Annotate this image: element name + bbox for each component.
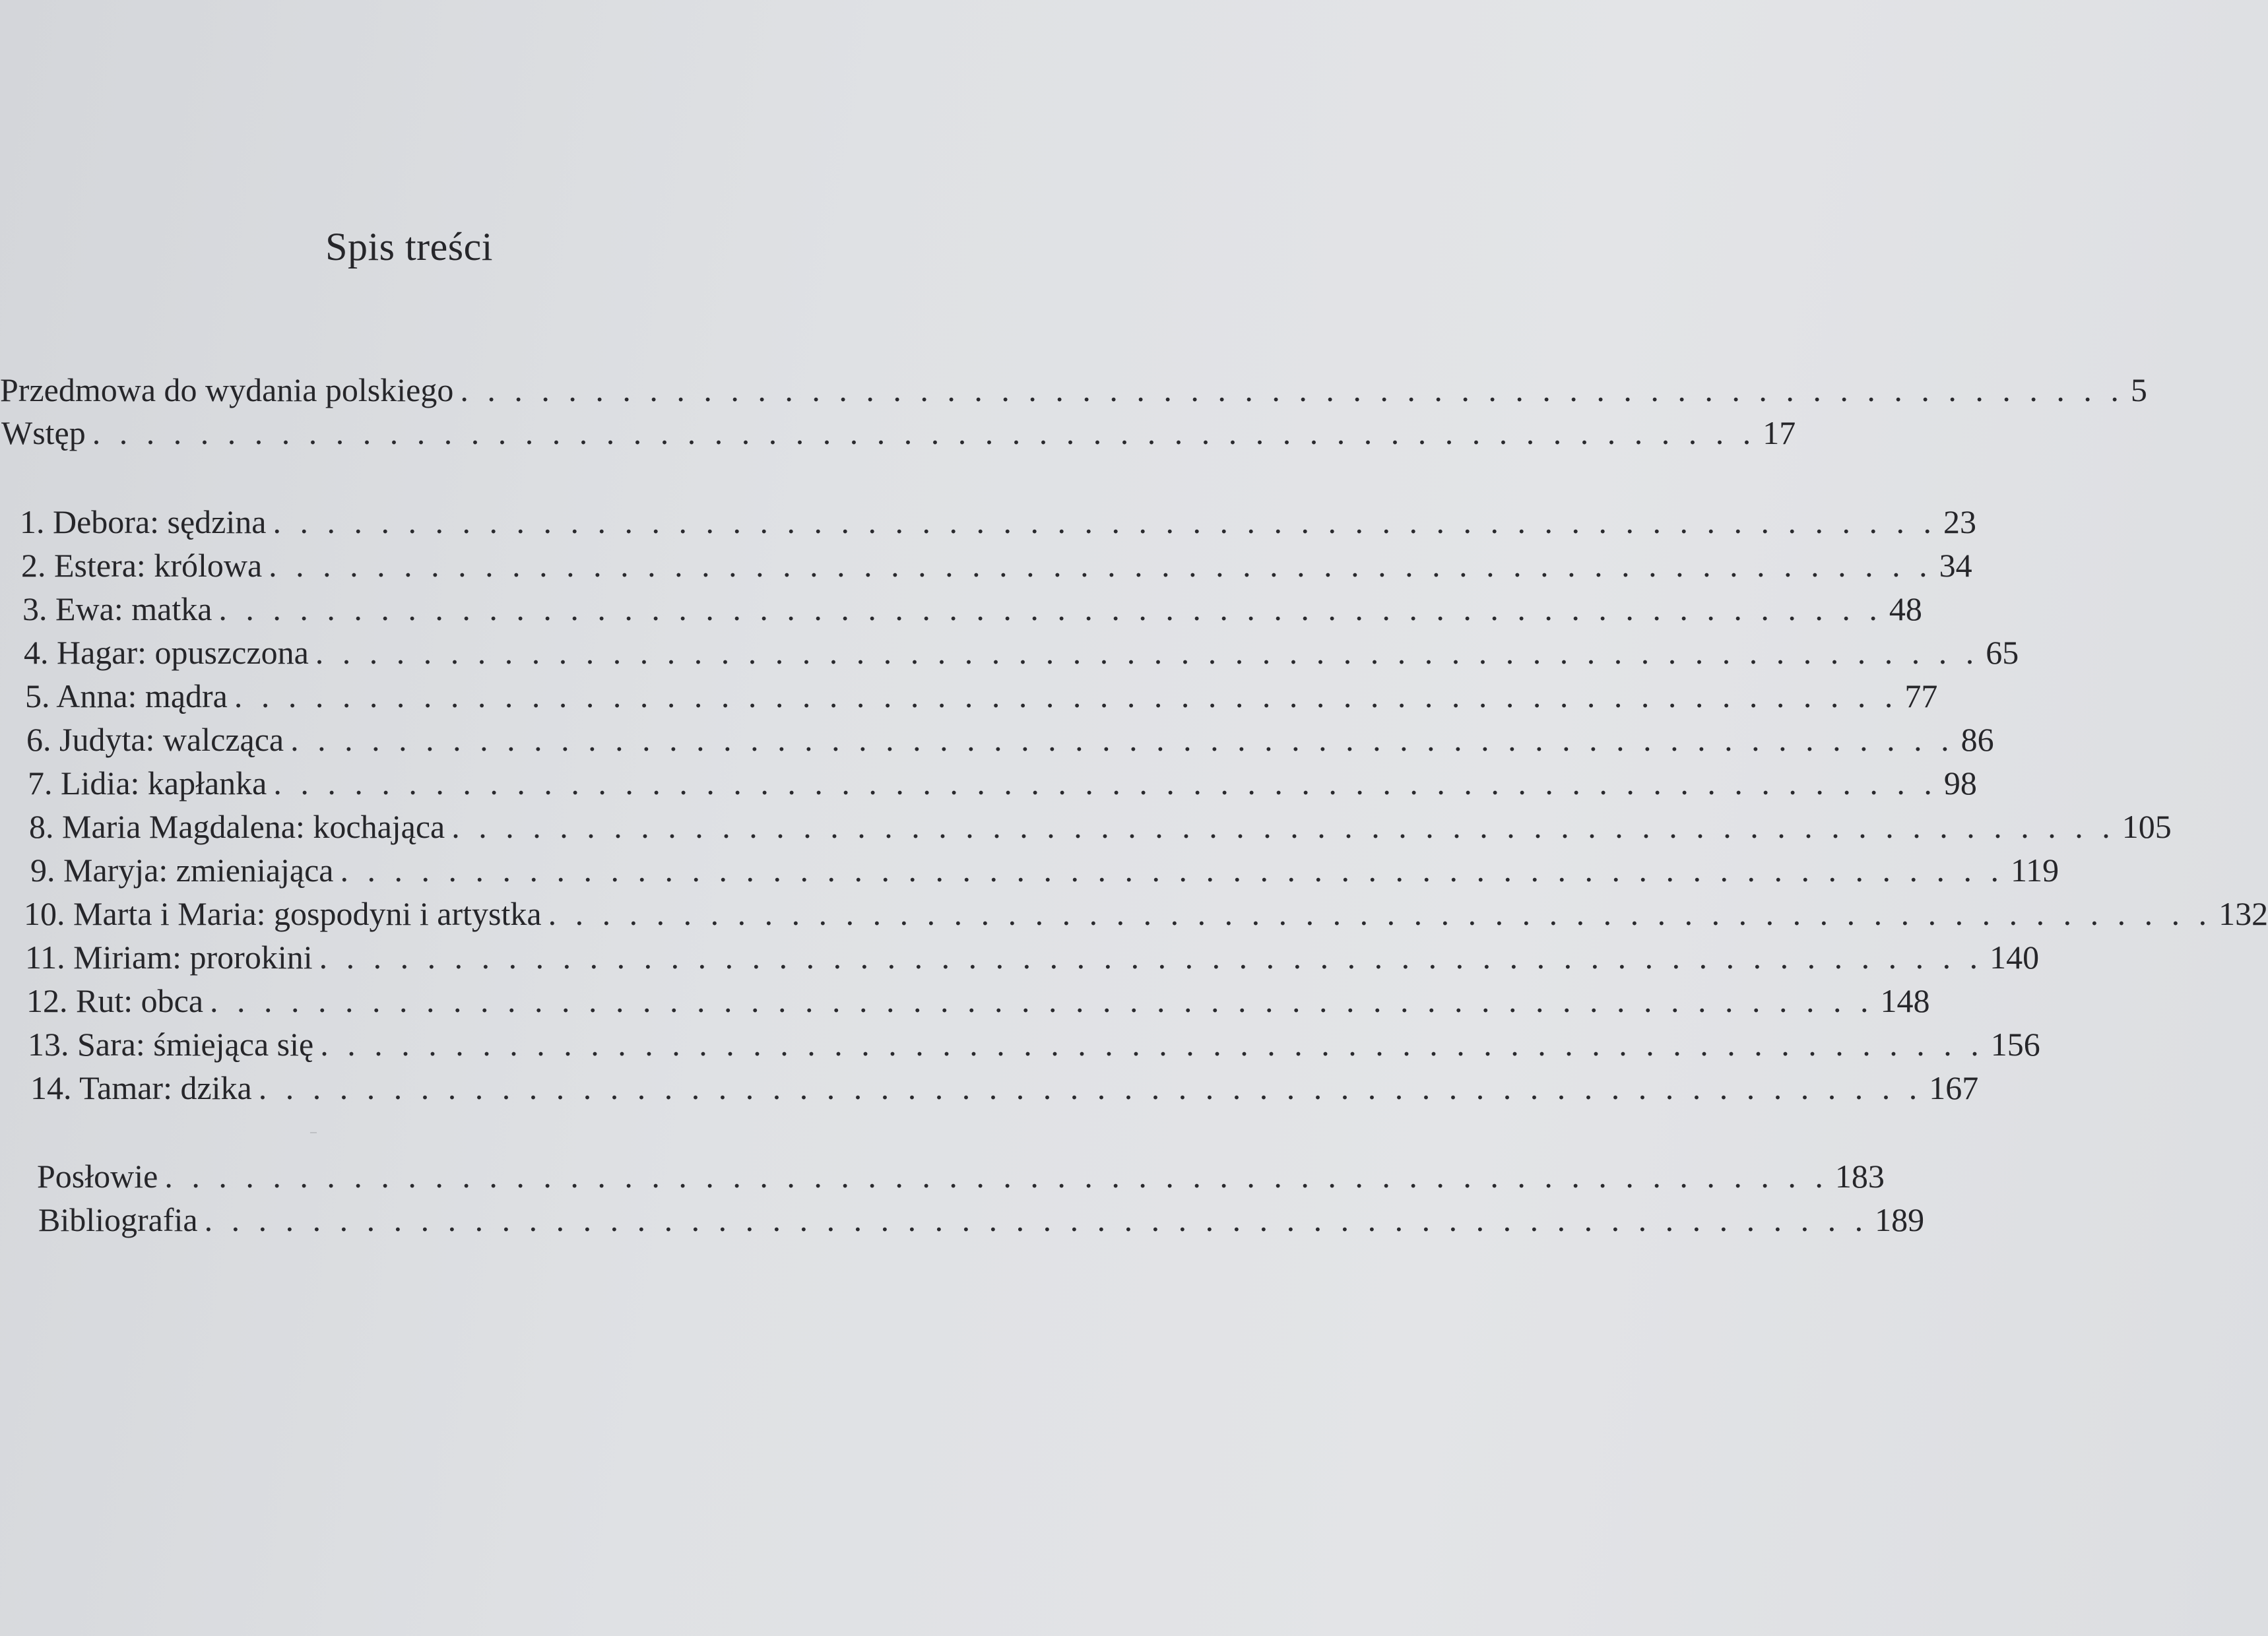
toc-entry-page-number: 132: [2219, 895, 2268, 932]
dot-leader: . . . . . . . . . . . . . . . . . . . . . . . . . . . . . . . . . . . . . . . . . . . . . . . . . . . . . . . . . . . . . .: [320, 1026, 1984, 1063]
toc-entry-chapter-9: [30, 850, 2059, 891]
dot-leader: . . . . . . . . . . . . . . . . . . . . . . . . . . . . . . . . . . . . . . . . . . . . . . . . . . . . . . . . . . . . . .: [218, 590, 1883, 627]
toc-entry-label: Przedmowa do wydania polskiego: [0, 371, 454, 408]
dot-leader: . . . . . . . . . . . . . . . . . . . . . . . . . . . . . . . . . . . . . . . . . . . . . . . . . . . . . . . . . . . . . .: [319, 939, 1984, 976]
dot-leader: . . . . . . . . . . . . . . . . . . . . . . . . . . . . . . . . . . . . . . . . . . . . . . . . . . . . . . . . . . . . . .: [258, 1069, 1923, 1106]
toc-entry-chapter-8: [29, 806, 2172, 847]
toc-entry-page-number: 65: [1986, 634, 2019, 671]
toc-entry-chapter-14: [30, 1067, 1979, 1108]
dot-leader: . . . . . . . . . . . . . . . . . . . . . . . . . . . . . . . . . . . . . . . . . . . . . . . . . . . . . . . . . . . . . .: [210, 982, 1874, 1019]
dot-leader: . . . . . . . . . . . . . . . . . . . . . . . . . . . . . . . . . . . . . . . . . . . . . . . . . . . . . . . . . . . . . .: [340, 852, 2004, 889]
toc-entry-label: 6. Judyta: walcząca: [26, 721, 284, 758]
toc-entry-chapter-11: [25, 937, 2040, 978]
dot-leader: . . . . . . . . . . . . . . . . . . . . . . . . . . . . . . . . . . . . . . . . . . . . . . . . . . . . . . . . . . . . . .: [273, 765, 1937, 802]
toc-entry-chapter-12: [26, 980, 1930, 1021]
dot-leader: . . . . . . . . . . . . . . . . . . . . . . . . . . . . . . . . . . . . . . . . . . . . . . . . . . . . . . . . . . . . . .: [460, 371, 2124, 408]
toc-entry-label: 3. Ewa: matka: [22, 590, 212, 627]
toc-entry-page-number: 183: [1834, 1158, 1885, 1195]
dot-leader: . . . . . . . . . . . . . . . . . . . . . . . . . . . . . . . . . . . . . . . . . . . . . . . . . . . . . . . . . . . . . .: [315, 634, 1980, 671]
dot-leader: . . . . . . . . . . . . . . . . . . . . . . . . . . . . . . . . . . . . . . . . . . . . . . . . . . . . . . . . . . . . . .: [204, 1201, 1869, 1238]
paper-speck: [310, 1132, 317, 1133]
toc-entry-page-number: 34: [1939, 547, 1972, 584]
toc-entry-label: Posłowie: [37, 1158, 158, 1195]
toc-entry-chapter-13: [28, 1024, 2040, 1065]
toc-entry-label: 9. Maryja: zmieniająca: [30, 852, 334, 889]
toc-entry-label: 4. Hagar: opuszczona: [24, 634, 309, 671]
dot-leader: . . . . . . . . . . . . . . . . . . . . . . . . . . . . . . . . . . . . . . . . . . . . . . . . . . . . . . . . . . . . . .: [92, 414, 1757, 451]
toc-entry-label: Wstęp: [1, 414, 86, 451]
toc-entry-front-2: [1, 412, 1796, 453]
dot-leader: . . . . . . . . . . . . . . . . . . . . . . . . . . . . . . . . . . . . . . . . . . . . . . . . . . . . . . . . . . . . . .: [548, 895, 2213, 932]
toc-entry-page-number: 140: [1990, 939, 2040, 976]
dot-leader: . . . . . . . . . . . . . . . . . . . . . . . . . . . . . . . . . . . . . . . . . . . . . . . . . . . . . . . . . . . . . .: [234, 677, 1898, 714]
dot-leader: . . . . . . . . . . . . . . . . . . . . . . . . . . . . . . . . . . . . . . . . . . . . . . . . . . . . . . . . . . . . . .: [290, 721, 1955, 758]
toc-entry-label: 2. Estera: królowa: [21, 547, 263, 584]
dot-leader: . . . . . . . . . . . . . . . . . . . . . . . . . . . . . . . . . . . . . . . . . . . . . . . . . . . . . . . . . . . . . .: [269, 547, 1933, 584]
toc-entry-page-number: 5: [2130, 371, 2147, 408]
toc-entry-page-number: 23: [1943, 503, 1976, 540]
toc-entry-page-number: 167: [1929, 1069, 1979, 1106]
toc-entry-label: 8. Maria Magdalena: kochająca: [29, 808, 445, 845]
toc-entry-chapter-4: [24, 632, 2019, 673]
toc-entry-page-number: 86: [1960, 721, 1994, 758]
toc-entry-chapter-2: [21, 545, 1972, 586]
toc-entry-page-number: 156: [1990, 1026, 2040, 1063]
toc-entry-label: 14. Tamar: dzika: [30, 1069, 252, 1106]
toc-entry-page-number: 119: [2011, 852, 2059, 889]
toc-entry-label: 12. Rut: obca: [26, 982, 204, 1019]
toc-entry-chapter-10: [24, 893, 2268, 934]
toc-entry-front-1: [0, 369, 2147, 410]
toc-entry-label: 1. Debora: sędzina: [20, 503, 267, 540]
toc-entry-chapter-7: [28, 763, 1977, 803]
toc-entry-label: 13. Sara: śmiejąca się: [28, 1026, 314, 1063]
toc-entry-back-2: [38, 1199, 1925, 1240]
toc-entry-back-1: [37, 1156, 1885, 1197]
toc-entry-chapter-5: [25, 676, 1938, 716]
toc-entry-label: 5. Anna: mądra: [25, 677, 228, 714]
toc-entry-chapter-3: [22, 588, 1922, 629]
dot-leader: . . . . . . . . . . . . . . . . . . . . . . . . . . . . . . . . . . . . . . . . . . . . . . . . . . . . . . . . . . . . . .: [273, 503, 1937, 540]
toc-entry-chapter-6: [26, 719, 1994, 760]
toc-entry-page-number: 77: [1904, 677, 1938, 714]
toc-entry-label: 11. Miriam: prorokini: [25, 939, 313, 976]
toc-entry-page-number: 98: [1943, 765, 1977, 802]
toc-entry-page-number: 148: [1880, 982, 1930, 1019]
toc-entry-chapter-1: [20, 501, 1976, 542]
toc-entry-page-number: 48: [1889, 590, 1922, 627]
toc-entry-page-number: 17: [1763, 414, 1796, 451]
toc-entry-page-number: 105: [2122, 808, 2172, 845]
toc-entry-label: Bibliografia: [38, 1201, 198, 1238]
toc-entry-page-number: 189: [1875, 1201, 1925, 1238]
dot-leader: . . . . . . . . . . . . . . . . . . . . . . . . . . . . . . . . . . . . . . . . . . . . . . . . . . . . . . . . . . . . . .: [451, 808, 2116, 845]
dot-leader: . . . . . . . . . . . . . . . . . . . . . . . . . . . . . . . . . . . . . . . . . . . . . . . . . . . . . . . . . . . . . .: [164, 1158, 1829, 1195]
toc-entry-label: 10. Marta i Maria: gospodyni i artystka: [24, 895, 542, 932]
toc-entry-label: 7. Lidia: kapłanka: [28, 765, 267, 802]
page-title: Spis treści: [325, 225, 493, 268]
